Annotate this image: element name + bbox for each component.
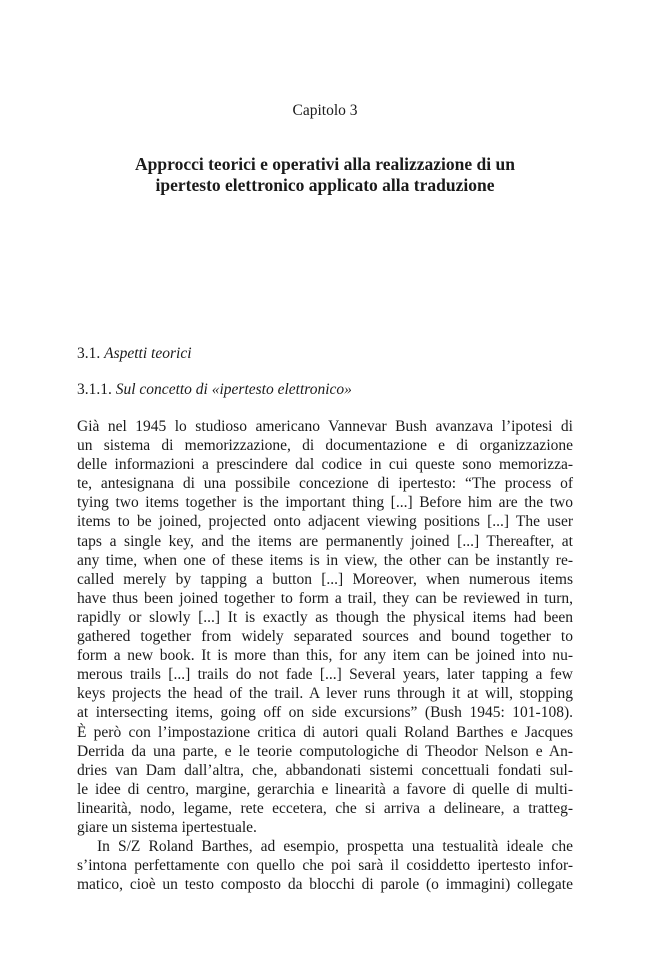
text-line: called merely by tapping a button [...] Moreover, when numerous items [77, 570, 573, 588]
chapter-title [60, 154, 590, 196]
text-line: dries van Dam dall’altra, che, abbandonati sistemi concettuali fondati sul- [77, 761, 573, 779]
section-number: 3.1. [77, 345, 101, 362]
text-line: s’intona perfettamente con quello che poi sarà il cosiddetto ipertesto infor- [77, 857, 573, 875]
text-line: In S/Z Roland Barthes, ad esempio, prospetta una testualità ideale che [97, 838, 573, 856]
text-line: Derrida da una parte, e le teorie computologiche di Theodor Nelson e An- [77, 742, 573, 760]
chapter-title-line: Approcci teorici e operativi alla realizzazione di un [135, 154, 515, 174]
text-line: È però con l’impostazione critica di autori quali Roland Barthes e Jacques [77, 723, 573, 741]
text-line: at intersecting items, going off on side excursions” (Bush 1945: 101-108). [77, 704, 573, 722]
chapter-label: Capitolo 3 [292, 102, 358, 119]
text-line: le idee di centro, margine, gerarchia e linearità a favore di quelle di multi- [77, 780, 573, 798]
text-line: taps a single key, and the items are permanently joined [...] Thereafter, at [77, 532, 573, 550]
text-line: keys projects the head of the trail. A lever runs through it at will, stopping [77, 685, 573, 703]
text-line: gathered together from widely separated sources and bound together to [77, 628, 573, 646]
text-line: giare un sistema ipertestuale. [77, 818, 257, 836]
chapter-title-line: ipertesto elettronico applicato alla traduzione [155, 175, 495, 195]
text-line: delle informazioni a prescindere dal codice in cui queste sono memorizza- [77, 456, 573, 474]
section-number: 3.1.1. [77, 381, 112, 398]
text-line: te, antesignana di una possibile concezione di ipertesto: “The process of [77, 475, 573, 493]
text-line: un sistema di memorizzazione, di documentazione e di organizzazione [77, 437, 573, 455]
text-line: Già nel 1945 lo studioso americano Vannevar Bush avanzava l’ipotesi di [77, 418, 573, 435]
text-line: linearità, nodo, legame, rete eccetera, che si arriva a delineare, a tratteg- [77, 799, 573, 817]
text-line: any time, when one of these items is in view, the other can be instantly re- [77, 551, 573, 569]
section-heading-3-1-1 [77, 380, 352, 400]
text-line: matico, cioè un testo composto da blocchi di parole (o immagini) collegate [77, 876, 573, 894]
section-title: Sul concetto di «ipertesto elettronico» [115, 381, 352, 398]
body-text [77, 417, 573, 894]
text-line: form a new book. It is more than this, for any item can be joined into nu- [77, 647, 573, 665]
text-line: items to be joined, projected onto adjacent viewing positions [...] The user [77, 513, 573, 531]
text-line: have thus been joined together to form a trail, they can be reviewed in turn, [77, 589, 573, 607]
text-line: rapidly or slowly [...] It is exactly as though the physical items had been [77, 608, 573, 626]
section-title: Aspetti teorici [104, 345, 192, 362]
text-line: tying two items together is the important thing [...] Before him are the two [77, 494, 573, 512]
text-line: merous trails [...] trails do not fade [...] Several years, later tapping a few [77, 666, 573, 684]
section-heading-3-1 [77, 344, 192, 364]
